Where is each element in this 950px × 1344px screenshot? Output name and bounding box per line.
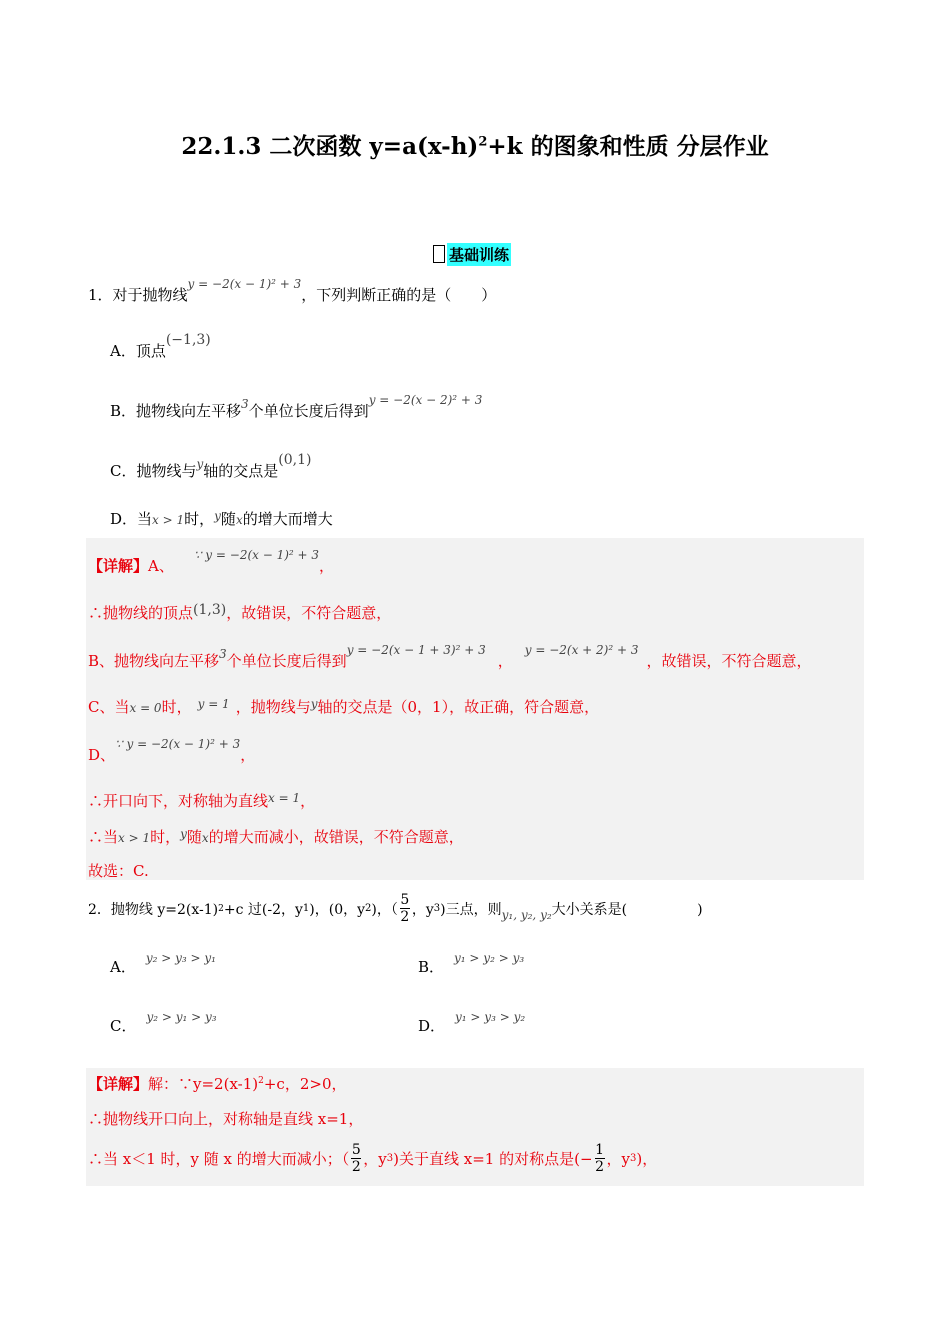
- q2-option-a: A． $^{y_2 > y_3 > y_1}$: [110, 951, 216, 976]
- sol1-line-8: 故选：C.: [88, 862, 149, 880]
- sol1-line-1: 【详解】A、$^{\because y = -2(x - 1)^2 + 3}$，: [88, 548, 335, 575]
- q1-option-c: C．抛物线与$^y$轴的交点是(0,1): [110, 452, 312, 480]
- page-title: 22.1.3 二次函数 $y=a(x-h)^2+k$ 的图象和性质 分层作业: [181, 133, 769, 160]
- sol1-line-3: B、抛物线向左平移$^3$个单位长度后得到$^{y = -2(x - 1 + 3)^2 + 3}$，$^{y = -2(x + 2)^2 + 3}$，故错误，不符合题意，: [88, 643, 812, 670]
- section-label: 基础训练: [447, 243, 511, 266]
- question-1-stem: 1．对于抛物线$^{y = -2(x - 1)^2 + 3}$，下列判断正确的是（ ）: [88, 277, 497, 304]
- q1-option-a: A．顶点(−1,3): [110, 332, 211, 360]
- sol1-line-5: D、$^{\because y = -2(x - 1)^2 + 3}$，: [88, 737, 256, 764]
- fraction: $\frac{5}{2}$: [400, 892, 410, 925]
- section-checkbox-icon: [433, 245, 445, 263]
- section-heading: [433, 244, 511, 264]
- fraction: $\frac{5}{2}$: [351, 1142, 361, 1175]
- sol2-line-3: ∴当 x＜1 时，y 随 x 的增大而减小；（ $\frac{5}{2}$ ，y 3 )关于直线 x=1 的对称点是(− $\frac{1}{2}$ ，y 3 )，: [88, 1142, 658, 1175]
- sol1-line-7: ∴当x > 1时，$^y$随x的增大而减小，故错误，不符合题意，: [88, 827, 464, 846]
- q2-option-b: B． $^{y_1 > y_2 > y_3}$: [418, 951, 525, 976]
- question-2-stem: 2．抛物线 y=2(x-1) 2 +c 过(-2，y 1 )，(0，y 2 )，（ $\frac{5}{2}$ ，y 3 )三点，则 y₁, y₂, y₂ 大小关系是( ): [88, 892, 703, 925]
- sol1-line-4: C、当x = 0时， $^{y = 1}$ ，抛物线与$^y$轴的交点是（0，1），故正确，符合题意，: [88, 697, 600, 716]
- formula: y = −2(x − 1)² + 3: [187, 277, 302, 291]
- sol2-line-1: 【详解】解：$\because y=2(x-1)^2+c$，2>0，: [88, 1075, 347, 1093]
- sol1-line-6: ∴开口向下，对称轴为直线$^{x = 1}$，: [88, 791, 316, 810]
- q2-option-c: C． $^{y_2 > y_1 > y_3}$: [110, 1010, 217, 1035]
- q1-option-b: B．抛物线向左平移$^3$个单位长度后得到$^{y = -2(x - 2)^2 + 3}$: [110, 393, 483, 420]
- sol2-line-2: ∴抛物线开口向上，对称轴是直线 x=1，: [88, 1110, 364, 1128]
- sol1-line-2: ∴抛物线的顶点(1,3)，故错误，不符合题意，: [88, 602, 392, 622]
- q2-option-d: D． $^{y_1 > y_3 > y_2}$: [418, 1010, 526, 1035]
- q1-option-d: D．当x > 1时，$^y$随x的增大而增大: [110, 509, 333, 528]
- fraction: $\frac{1}{2}$: [595, 1142, 604, 1175]
